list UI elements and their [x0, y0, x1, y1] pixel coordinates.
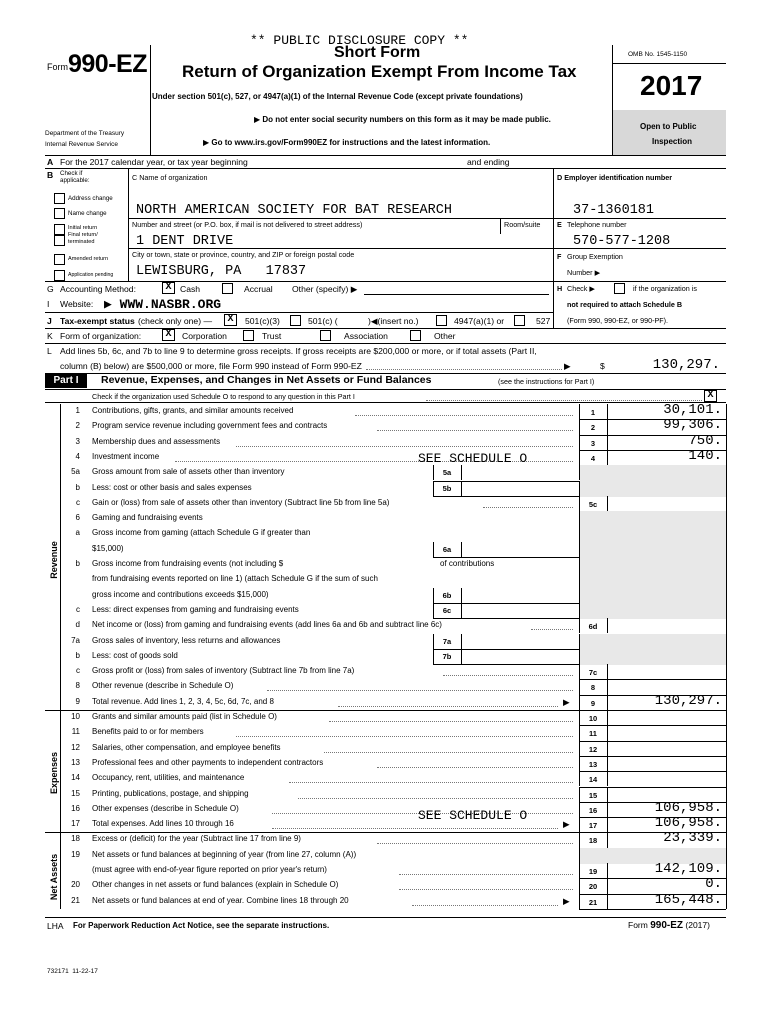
- line-box-label: 10: [588, 714, 598, 723]
- ein-value[interactable]: 37-1360181: [573, 203, 655, 218]
- street-label: Number and street (or P.O. box, if mail is not delivered to street address): [132, 220, 363, 229]
- part-1-tag: Part I: [45, 374, 87, 388]
- line-text: Total revenue. Add lines 1, 2, 3, 4, 5c, 6d, 7c, and 8: [92, 696, 274, 706]
- e-label: E: [557, 220, 562, 229]
- net-assets-side-label: Net Assets: [49, 853, 59, 901]
- line-box-label: 8: [590, 683, 596, 693]
- line-amount-field[interactable]: [608, 741, 725, 756]
- website-label: Website:: [60, 299, 94, 309]
- line-number: b: [75, 559, 80, 568]
- paperwork-notice: For Paperwork Reduction Act Notice, see the separate instructions.: [73, 921, 330, 930]
- 501c3-label: 501(c)(3): [245, 316, 280, 326]
- line-amount-field[interactable]: [608, 710, 725, 725]
- phone-value[interactable]: 570-577-1208: [573, 234, 671, 249]
- initial-return-label: Initial return: [68, 225, 98, 231]
- line-number: 20: [71, 880, 80, 890]
- line-box-label: 15: [588, 790, 598, 800]
- shaded-cell: [580, 542, 726, 558]
- line-number: 3: [75, 436, 80, 446]
- part-1-title: Revenue, Expenses, and Changes in Net Assets or Fund Balances: [101, 374, 432, 386]
- line-text: Less: cost of goods sold: [92, 650, 178, 660]
- line-text: Gross income from fundraising events (not including $: [92, 559, 284, 568]
- corporation-checkbox[interactable]: X: [162, 329, 175, 341]
- form-number: 990-EZ: [68, 50, 147, 78]
- line-extra-text: of contributions: [440, 559, 495, 568]
- shaded-cell: [580, 481, 726, 497]
- org-name[interactable]: NORTH AMERICAN SOCIETY FOR BAT RESEARCH: [136, 203, 452, 218]
- line-box-label: 2: [590, 423, 596, 433]
- form-footer-ref: Form 990-EZ (2017): [628, 920, 710, 931]
- line-number: 18: [71, 834, 80, 844]
- terminated-label: terminated: [68, 239, 95, 245]
- address-change-label: Address change: [68, 195, 113, 202]
- corporation-label: Corporation: [182, 331, 227, 341]
- f-label: F: [557, 252, 562, 261]
- line-a-text: For the 2017 calendar year, or tax year beginning: [60, 157, 248, 167]
- line-text: Net assets or fund balances at end of year. Combine lines 18 through 20: [92, 895, 349, 905]
- line-number: 8: [75, 681, 80, 691]
- sub-box-label: 5a: [442, 468, 452, 478]
- dept-treasury: Department of the Treasury: [45, 130, 125, 137]
- shaded-cell: [580, 572, 726, 588]
- sub-amount-field[interactable]: [462, 588, 578, 603]
- line-l-text-1: Add lines 5b, 6c, and 7b to line 9 to determine gross receipts. If gross receipts are $200,000 or more, or if total assets (Part II,: [60, 346, 537, 356]
- shaded-cell: [580, 649, 726, 665]
- line-box-label: 13: [588, 759, 598, 769]
- line-box-label: 4: [590, 453, 596, 463]
- revenue-side-label: Revenue: [49, 541, 59, 579]
- line-number: 4: [75, 451, 80, 461]
- line-amount-field[interactable]: [608, 618, 725, 633]
- line-number: b: [75, 650, 80, 660]
- dept-irs: Internal Revenue Service: [45, 141, 118, 148]
- line-j-label: J: [47, 316, 52, 326]
- other-org-checkbox[interactable]: [410, 330, 421, 341]
- line-number: 6: [75, 513, 80, 523]
- line-box-label: 19: [588, 867, 598, 876]
- line-text: Gross income from gaming (attach Schedule G if greater than: [92, 528, 311, 538]
- line-box-label: 3: [590, 438, 596, 448]
- line-k-label: K: [47, 331, 53, 341]
- insert-no-label: )◀(insert no.): [368, 316, 419, 326]
- line-amount[interactable]: 106,958.: [654, 799, 722, 816]
- tax-exempt-label: Tax-exempt status: [60, 316, 135, 326]
- trust-label: Trust: [262, 331, 282, 341]
- group-exemption-label: Group Exemption: [567, 252, 623, 261]
- line-text: Occupancy, rent, utilities, and maintenance: [92, 773, 245, 783]
- line-16-see-schedule: SEE SCHEDULE O: [418, 808, 528, 823]
- line-number: 17: [71, 819, 80, 829]
- h-text-2: not required to attach Schedule B: [567, 300, 683, 309]
- amended-return-checkbox[interactable]: [54, 254, 65, 265]
- sub-box-label: 6a: [442, 544, 452, 554]
- line-box-label: 7c: [588, 668, 598, 678]
- line-number: 7a: [71, 635, 80, 645]
- line-amount[interactable]: 30,101.: [663, 402, 722, 418]
- final-return-checkbox[interactable]: [54, 235, 65, 246]
- line-text: Less: cost or other basis and sales expenses: [92, 482, 252, 492]
- street-address[interactable]: 1 DENT DRIVE: [136, 234, 234, 249]
- line-box-label: 9: [590, 698, 596, 708]
- line-text: from fundraising events reported on line 1) (attach Schedule G if the sum of such: [92, 574, 378, 584]
- line-text: Salaries, other compensation, and employee benefits: [92, 742, 281, 752]
- line-text: Investment income: [92, 451, 160, 461]
- short-form-title: Short Form: [334, 44, 421, 61]
- line-i-label: I: [47, 299, 50, 309]
- form-title: Return of Organization Exempt From Income Tax: [182, 62, 577, 81]
- 501c-label: 501(c) (: [308, 316, 338, 326]
- line-box-label: 1: [590, 408, 596, 417]
- form-code: 732171 11-22-17: [47, 968, 98, 975]
- cash-label: Cash: [180, 284, 201, 294]
- line-number: b: [75, 482, 80, 492]
- line-text: Other revenue (describe in Schedule O): [92, 681, 234, 691]
- sub-box-label: 6c: [442, 605, 452, 615]
- line-text: Professional fees and other payments to independent contractors: [92, 757, 324, 767]
- line-box-label: 17: [588, 821, 598, 831]
- check-only-one: (check only one) —: [138, 316, 213, 326]
- line-number: 15: [71, 788, 80, 798]
- sub-box-label: 5b: [442, 483, 452, 493]
- room-suite-label: Room/suite: [504, 220, 541, 229]
- sub-box-label: 7b: [442, 651, 452, 661]
- line-text: Gaming and fundraising events: [92, 513, 203, 523]
- 527-label: 527: [536, 316, 551, 326]
- line-text: Gain or (loss) from sale of assets other than inventory (Subtract line 5b from line 5a): [92, 497, 390, 507]
- line-number: 16: [71, 803, 80, 813]
- line-number: d: [75, 620, 80, 630]
- line-number: c: [76, 666, 80, 676]
- form-prefix: Form: [47, 62, 68, 72]
- line-amount[interactable]: 750.: [688, 432, 722, 449]
- form-of-org-label: Form of organization:: [60, 331, 142, 341]
- line-amount-field[interactable]: [608, 496, 725, 511]
- total-arrow-icon: ▶: [563, 895, 570, 906]
- line-box-label: 14: [588, 775, 598, 785]
- line-number: 9: [75, 696, 80, 706]
- line-amount[interactable]: 165,448.: [654, 891, 722, 908]
- omb-number: OMB No. 1545-1150: [628, 51, 688, 58]
- under-section: Under section 501(c), 527, or 4947(a)(1) of the Internal Revenue Code (except private foundations): [152, 92, 523, 101]
- line-text: Program service revenue including government fees and contracts: [92, 421, 328, 431]
- line-number: 2: [75, 421, 80, 431]
- line-amount[interactable]: 99,306.: [663, 417, 722, 434]
- line-box-label: 12: [588, 744, 598, 754]
- line-number: 21: [71, 895, 80, 905]
- line-amount[interactable]: 142,109.: [654, 861, 722, 877]
- line-number: 13: [71, 757, 80, 767]
- sub-amount-field[interactable]: [462, 465, 578, 480]
- 501c-checkbox[interactable]: [290, 315, 301, 326]
- gross-receipts-amount[interactable]: 130,297.: [652, 357, 720, 373]
- line-text: Other expenses (describe in Schedule O): [92, 803, 239, 813]
- line-box-label: 6d: [588, 622, 598, 632]
- line-4-see-schedule: SEE SCHEDULE O: [418, 451, 528, 466]
- line-l-label: L: [47, 346, 52, 356]
- section-b-label: B: [47, 170, 54, 180]
- line-number: 10: [71, 712, 80, 721]
- line-g-label: G: [47, 284, 54, 294]
- line-amount[interactable]: 0.: [705, 876, 722, 893]
- line-amount[interactable]: 106,958.: [654, 815, 722, 832]
- shaded-cell: [580, 557, 726, 573]
- h-label: H: [557, 284, 563, 293]
- line-amount-field[interactable]: [608, 771, 725, 786]
- line-text: Less: direct expenses from gaming and fundraising events: [92, 604, 299, 614]
- line-number: c: [76, 604, 80, 614]
- line-number: 5a: [71, 467, 80, 477]
- line-box-label: 16: [588, 805, 598, 815]
- line-box-label: 11: [589, 729, 597, 739]
- association-label: Association: [344, 331, 388, 341]
- address-change-checkbox[interactable]: [54, 193, 65, 204]
- accrual-checkbox[interactable]: [222, 283, 233, 294]
- line-text: (must agree with end-of-year figure reported on prior year's return): [92, 865, 327, 874]
- open-inspection-box: [613, 110, 726, 155]
- line-text: Total expenses. Add lines 10 through 16: [92, 819, 234, 829]
- sub-box-label: 7a: [442, 636, 452, 646]
- shaded-cell: [580, 634, 726, 650]
- and-ending: and ending: [467, 157, 510, 167]
- 501c3-checkbox[interactable]: X: [224, 314, 237, 326]
- sub-box-label: 6b: [442, 590, 452, 600]
- 4947-checkbox[interactable]: [436, 315, 447, 326]
- schedule-o-check-text: Check if the organization used Schedule O to respond to any question in this Part I: [92, 392, 355, 401]
- group-number-label: Number ▶: [567, 268, 601, 277]
- line-text: Other changes in net assets or fund balances (explain in Schedule O): [92, 880, 339, 890]
- shaded-cell: [580, 465, 726, 481]
- tax-year: 2017: [640, 70, 703, 101]
- line-box-label: 5c: [588, 499, 598, 509]
- cash-checkbox[interactable]: X: [162, 282, 175, 294]
- line-text: Membership dues and assessments: [92, 436, 221, 446]
- line-text: Net assets or fund balances at beginning of year (from line 27, column (A)): [92, 849, 357, 859]
- line-text: Printing, publications, postage, and shipping: [92, 788, 249, 798]
- org-name-label: C Name of organization: [132, 173, 208, 182]
- other-org-label: Other: [434, 331, 456, 341]
- line-text: Contributions, gifts, grants, and similar amounts received: [92, 406, 294, 415]
- line-text: Net income or (loss) from gaming and fundraising events (add lines 6a and 6b and subtract line 6c): [92, 620, 442, 630]
- line-number: 1: [75, 406, 80, 415]
- line-number: 12: [71, 742, 80, 752]
- line-l-text-2: column (B) below) are $500,000 or more, file Form 990 instead of Form 990-EZ: [60, 361, 362, 371]
- expenses-side-label: Expenses: [49, 751, 59, 795]
- inspection: Inspection: [652, 137, 693, 146]
- check-if: Check if: [60, 170, 83, 177]
- no-ssn-note: ▶ Do not enter social security numbers on this form as it may be made public.: [254, 115, 551, 124]
- total-arrow-icon: ▶: [563, 696, 570, 707]
- sub-amount-field[interactable]: [462, 634, 578, 649]
- line-amount[interactable]: 23,339.: [663, 830, 722, 847]
- line-amount[interactable]: 130,297.: [654, 692, 722, 709]
- name-change-label: Name change: [68, 210, 107, 217]
- name-change-checkbox[interactable]: [54, 208, 65, 219]
- shaded-cell: [580, 511, 726, 527]
- accounting-method-label: Accounting Method:: [60, 284, 136, 294]
- line-amount[interactable]: 140.: [688, 447, 722, 464]
- final-return-label: Final return/: [68, 232, 98, 238]
- line-l-arrow: ▶: [564, 361, 571, 371]
- line-amount-field[interactable]: [608, 725, 725, 740]
- line-number: 11: [71, 727, 80, 737]
- shaded-cell: [580, 588, 726, 604]
- other-method-label: Other (specify) ▶: [292, 284, 358, 294]
- accrual-label: Accrual: [244, 284, 273, 294]
- sub-amount-field[interactable]: [462, 649, 578, 664]
- line-box-label: 20: [588, 882, 598, 892]
- phone-label: Telephone number: [567, 220, 627, 229]
- open-public: Open to Public: [640, 122, 697, 131]
- trust-checkbox[interactable]: [243, 330, 254, 341]
- line-number: 14: [71, 773, 80, 783]
- line-text: gross income and contributions exceeds $15,000): [92, 589, 269, 599]
- 4947-label: 4947(a)(1) or: [454, 316, 505, 326]
- instructions-note: ▶ Go to www.irs.gov/Form990EZ for instructions and the latest information.: [203, 138, 491, 147]
- application-pending-checkbox[interactable]: [54, 270, 65, 281]
- h-text-3: (Form 990, 990-EZ, or 990-PF).: [567, 316, 669, 325]
- line-text: Gross sales of inventory, less returns and allowances: [92, 635, 281, 645]
- line-l-dollar: $: [600, 361, 605, 371]
- line-text: Gross profit or (loss) from sales of inventory (Subtract line 7b from line 7a): [92, 666, 355, 676]
- sub-amount-field[interactable]: [462, 603, 578, 618]
- line-text: Gross amount from sale of assets other than inventory: [92, 467, 285, 477]
- 527-checkbox[interactable]: [514, 315, 525, 326]
- city-state-zip[interactable]: LEWISBURG, PA 17837: [136, 264, 307, 279]
- line-text: Excess or (deficit) for the year (Subtract line 17 from line 9): [92, 834, 301, 844]
- sub-amount-field[interactable]: [462, 481, 578, 496]
- ein-label: D Employer identification number: [557, 173, 673, 182]
- line-number: c: [76, 497, 80, 507]
- line-text: Benefits paid to or for members: [92, 727, 204, 737]
- line-text: $15,000): [92, 543, 124, 553]
- line-amount-field[interactable]: [608, 664, 725, 679]
- line-box-label: 21: [588, 897, 598, 907]
- line-amount-field[interactable]: [608, 756, 725, 771]
- line-number: 19: [71, 849, 80, 859]
- part-1-see: (see the instructions for Part I): [498, 377, 595, 386]
- schedule-b-checkbox[interactable]: [614, 283, 625, 294]
- schedule-o-checkbox[interactable]: X: [704, 390, 717, 402]
- line-text: Grants and similar amounts paid (list in Schedule O): [92, 712, 277, 721]
- amended-return-label: Amended return: [68, 256, 109, 262]
- sub-amount-field[interactable]: [462, 542, 578, 557]
- h-text-1: if the organization is: [633, 284, 697, 293]
- shaded-cell: [580, 603, 726, 619]
- initial-return-checkbox[interactable]: [54, 224, 65, 235]
- h-check-label: Check ▶: [567, 284, 595, 293]
- shaded-cell: [580, 526, 726, 542]
- line-box-label: 18: [588, 836, 598, 846]
- line-a-label: A: [47, 157, 54, 167]
- disclosure-banner: ** PUBLIC DISCLOSURE COPY **: [250, 33, 469, 48]
- applicable: applicable:: [60, 177, 90, 184]
- website-value[interactable]: ▶ WWW.NASBR.ORG: [104, 297, 222, 312]
- total-arrow-icon: ▶: [563, 819, 570, 830]
- lha-label: LHA: [47, 921, 64, 931]
- line-number: a: [75, 528, 80, 538]
- association-checkbox[interactable]: [320, 330, 331, 341]
- city-label: City or town, state or province, country, and ZIP or foreign postal code: [132, 250, 355, 259]
- application-pending-label: Application pending: [68, 272, 114, 278]
